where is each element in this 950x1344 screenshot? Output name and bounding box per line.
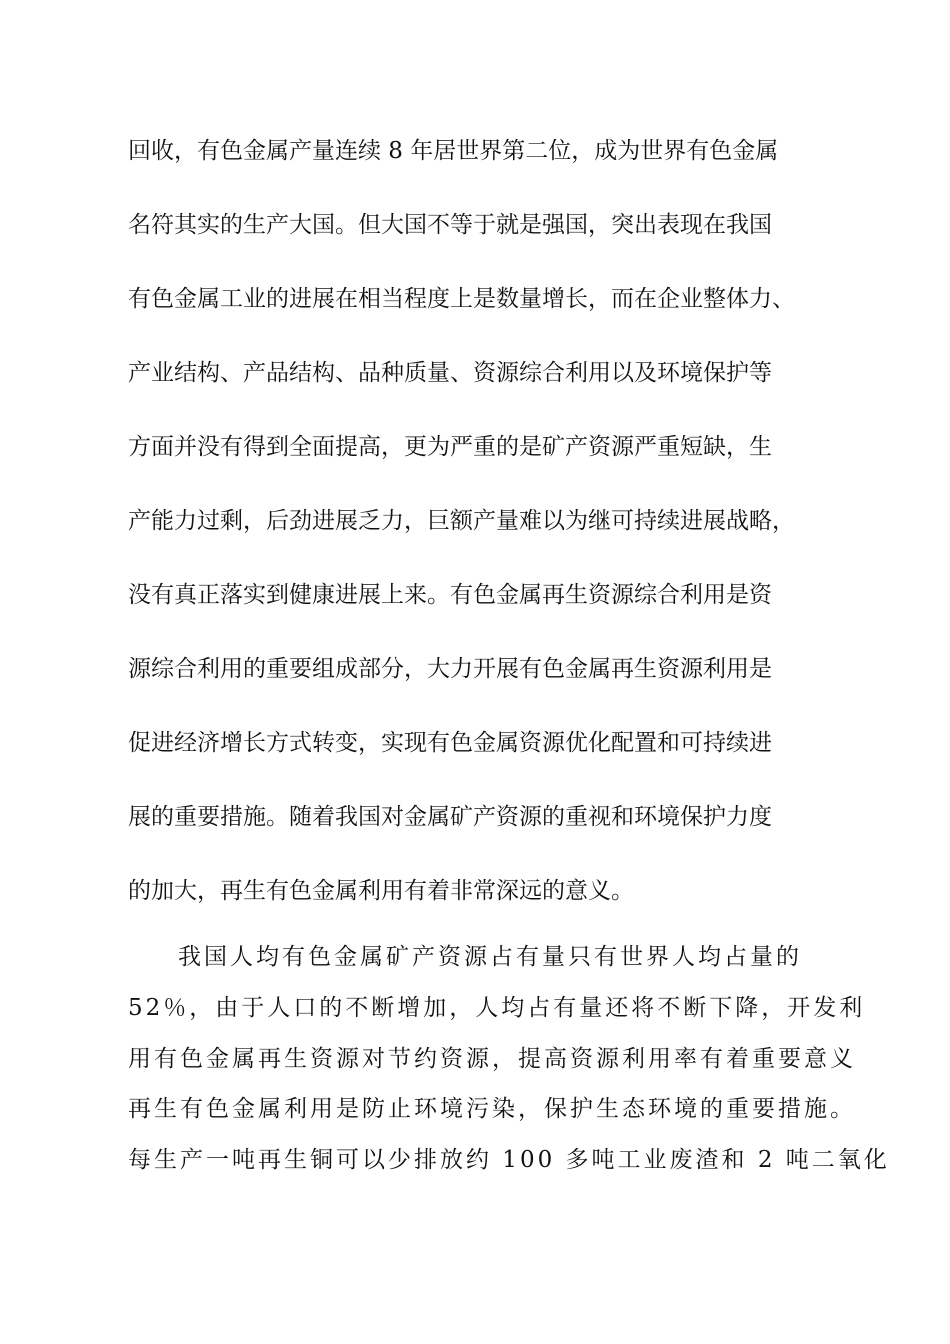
paragraph-2-line-2: 52％，由于人口的不断增加，人均占有量还将不断下降，开发利 xyxy=(128,995,866,1021)
paragraph-2-line-3: 用有色金属再生资源对节约资源，提高资源利用率有着重要意义 xyxy=(128,1046,856,1072)
paragraph-1-line-8: 源综合利用的重要组成部分，大力开展有色金属再生资源利用是 xyxy=(128,656,772,682)
paragraph-2-line-4: 再生有色金属利用是防止环境污染，保护生态环境的重要措施。 xyxy=(128,1096,856,1122)
paragraph-2-line-1: 我国人均有色金属矿产资源占有量只有世界人均占量的 xyxy=(178,944,802,970)
paragraph-1-line-3: 有色金属工业的进展在相当程度上是数量增长，而在企业整体力、 xyxy=(128,286,795,312)
paragraph-1-line-11: 的加大，再生有色金属利用有着非常深远的意义。 xyxy=(128,878,634,904)
paragraph-1-line-4: 产业结构、产品结构、品种质量、资源综合利用以及环境保护等 xyxy=(128,360,772,386)
paragraph-1-line-7: 没有真正落实到健康进展上来。有色金属再生资源综合利用是资 xyxy=(128,582,772,608)
paragraph-1-line-10: 展的重要措施。随着我国对金属矿产资源的重视和环境保护力度 xyxy=(128,804,772,830)
paragraph-1-line-5: 方面并没有得到全面提高，更为严重的是矿产资源严重短缺，生 xyxy=(128,434,772,460)
paragraph-2-line-5: 每生产一吨再生铜可以少排放约 100 多吨工业废渣和 2 吨二氧化 xyxy=(128,1147,890,1173)
paragraph-1-line-6: 产能力过剩，后劲进展乏力，巨额产量难以为继可持续进展战略， xyxy=(128,508,795,534)
paragraph-1-line-2: 名符其实的生产大国。但大国不等于就是强国，突出表现在我国 xyxy=(128,212,772,238)
paragraph-1-line-9: 促进经济增长方式转变，实现有色金属资源优化配置和可持续进 xyxy=(128,730,772,756)
paragraph-1-line-1: 回收，有色金属产量连续 8 年居世界第二位，成为世界有色金属 xyxy=(128,138,779,164)
